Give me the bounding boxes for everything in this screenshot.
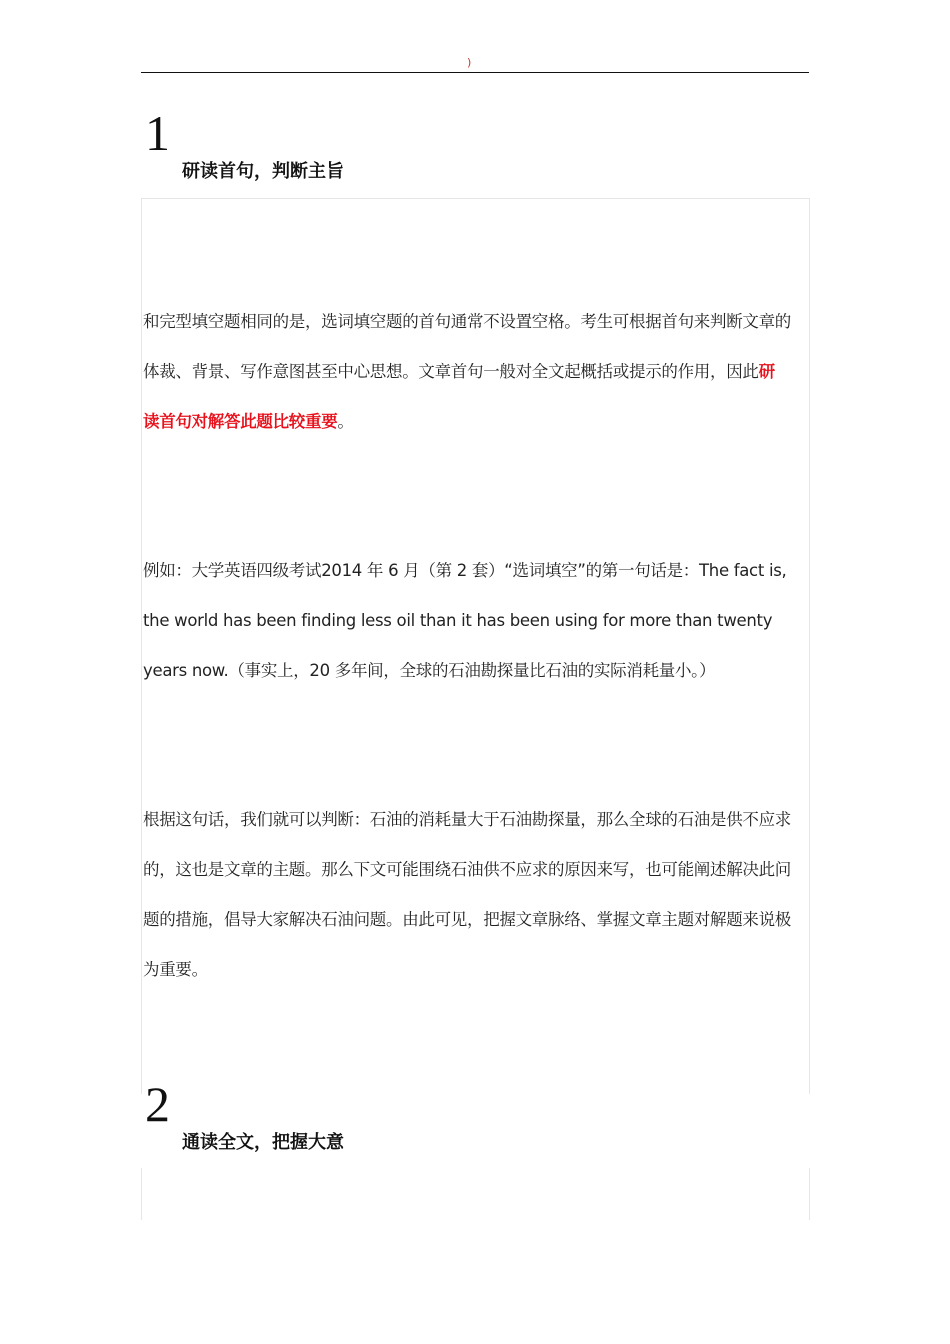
paragraph-intro — [143, 297, 815, 447]
paragraph-intro-line-2 — [143, 347, 815, 397]
emphasis-text-start: 研 — [758, 362, 775, 381]
paragraph-intro-line-3-tail: 。 — [337, 412, 354, 431]
paragraph-analysis-line-1: 根据这句话，我们就可以判断：石油的消耗量大于石油勘探量，那么全球的石油是供不应求 — [143, 810, 792, 829]
paragraph-analysis-line-2: 的，这也是文章的主题。那么下文可能围绕石油供不应求的原因来写，也可能阐述解决此问 — [143, 860, 792, 879]
paragraph-analysis-line-4: 为重要。 — [143, 960, 208, 979]
paragraph-example-line-2: the world has been finding less oil than it has been using for more than twenty — [143, 611, 773, 630]
section-heading-2: 通读全文，把握大意 — [182, 1132, 344, 1153]
paragraph-example-line-1: 例如：大学英语四级考试2014 年 6 月（第 2 套）“选词填空”的第一句话是：The fact is, — [143, 561, 787, 580]
paragraph-analysis-line-3: 题的措施，倡导大家解决石油问题。由此可见，把握文章脉络、掌握文章主题对解题来说极 — [143, 910, 792, 929]
section-number-1: 1 — [145, 105, 170, 161]
emphasis-text-end: 读首句对解答此题比较重要 — [143, 412, 338, 431]
paragraph-intro-line-2-text: 体裁、背景、写作意图甚至中心思想。文章首句一般对全文起概括或提示的作用，因此 — [143, 362, 759, 381]
paragraph-example-line-3: years now.（事实上，20 多年间，全球的石油勘探量比石油的实际消耗量小。） — [143, 661, 716, 680]
paragraph-analysis — [143, 795, 815, 995]
header-mark: ) — [467, 56, 472, 69]
paragraph-intro-line-3 — [143, 397, 815, 447]
paragraph-example — [143, 546, 815, 696]
header-rule — [141, 72, 809, 73]
section-heading-1: 研读首句，判断主旨 — [182, 161, 344, 182]
content-box-2 — [141, 1168, 810, 1220]
paragraph-intro-line-1: 和完型填空题相同的是，选词填空题的首句通常不设置空格。考生可根据首句来判断文章的 — [143, 312, 792, 331]
section-number-2: 2 — [145, 1076, 170, 1132]
